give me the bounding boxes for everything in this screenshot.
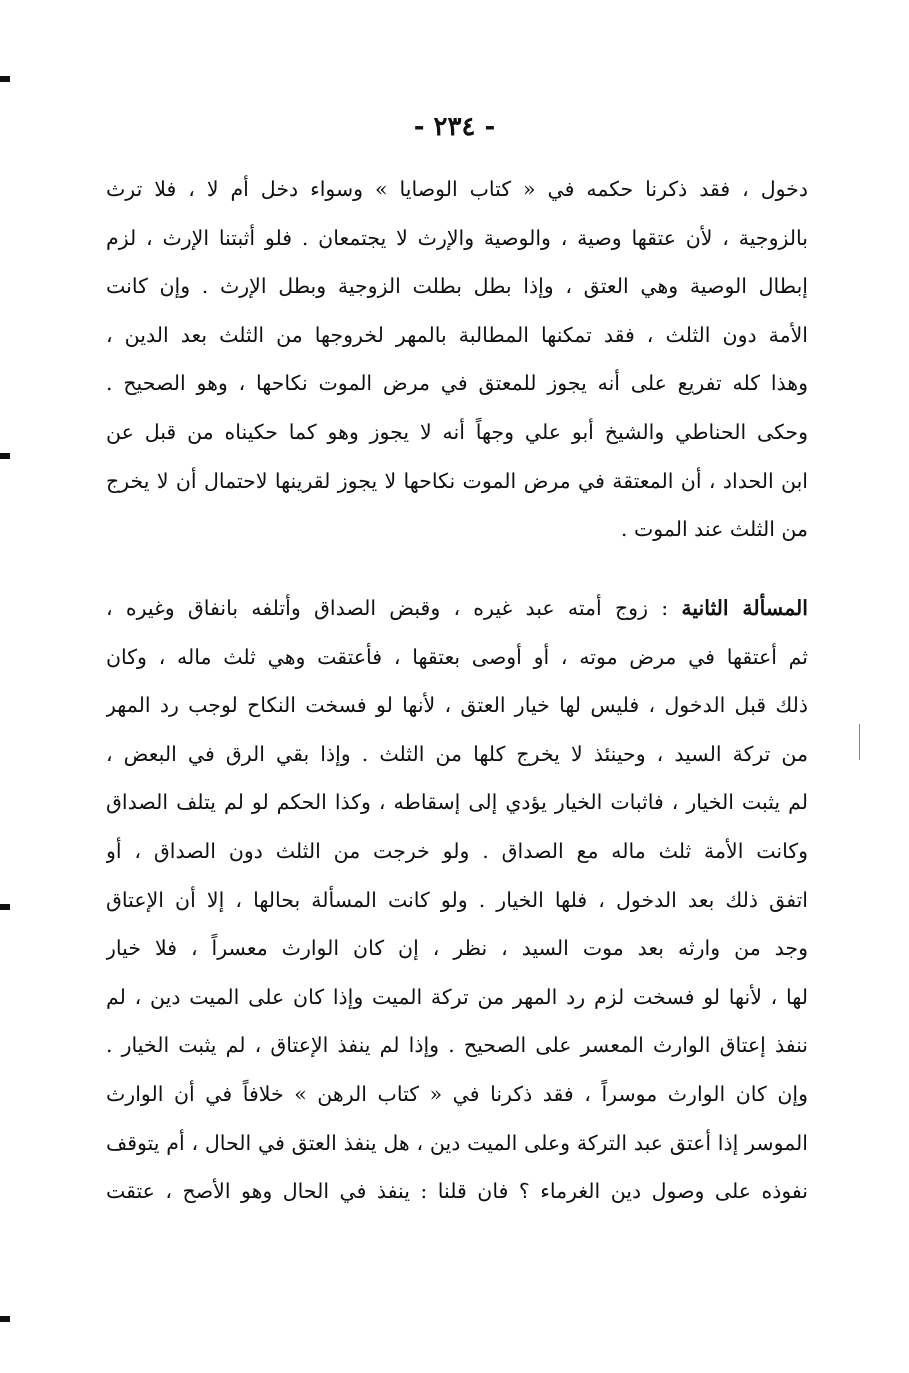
text-line: وجد من وارثه بعد موت السيد ، نظر ، إن كان الوارث معسراً ، فلا خيار	[106, 936, 808, 961]
text-line: إبطال الوصية وهي العتق ، وإذا بطل بطلت الزوجية وبطل الإرث . وإن كانت	[106, 274, 808, 299]
text-line: اتفق ذلك بعد الدخول ، فلها الخيار . ولو كانت المسألة بحالها ، إلا أن الإعتاق	[106, 887, 808, 912]
scan-edge-mark	[0, 453, 10, 459]
scan-artifact-line	[859, 724, 860, 760]
text-line: وهذا كله تفريع على أنه يجوز للمعتق في مرض الموت نكاحها ، وهو الصحيح .	[106, 371, 808, 396]
scan-edge-mark	[0, 1316, 10, 1322]
text-line: من تركة السيد ، وحينئذ لا يخرج كلها من الثلث . وإذا بقي الرق في البعض ،	[106, 741, 808, 766]
scan-edge-mark	[0, 76, 10, 82]
text-line: نفوذه على وصول دين الغرماء ؟ فان قلنا : ينفذ في الحال وهو الأصح ، عتقت	[106, 1179, 808, 1204]
text-line: من الثلث عند الموت .	[620, 517, 808, 542]
text-line: وإن كان الوارث موسراً ، فقد ذكرنا في « كتاب الرهن » خلافاً في أن الوارث	[106, 1081, 808, 1106]
text-line: ننفذ إعتاق الوارث المعسر على الصحيح . وإذا لم ينفذ الإعتاق ، لم يثبت الخيار .	[106, 1033, 808, 1058]
scan-edge-mark	[0, 904, 10, 910]
text-line	[106, 584, 808, 633]
text-line: لم يثبت الخيار ، فاثبات الخيار يؤدي إلى إسقاطه ، وكذا الحكم لو لم يتلف الصداق	[106, 790, 808, 815]
text-line: بالزوجية ، لأن عتقها وصية ، والوصية والإرث لا يجتمعان . فلو أثبتنا الإرث ، لزم	[106, 225, 808, 250]
text-line: وكانت الأمة ثلث ماله مع الصداق . ولو خرجت من الثلث دون الصداق ، أو	[106, 838, 808, 863]
text-line: ذلك قبل الدخول ، فليس لها خيار العتق ، لأنها لو فسخت النكاح لوجب رد المهر	[106, 693, 808, 718]
text-line: الأمة دون الثلث ، فقد تمكنها المطالبة بالمهر لخروجها من الثلث بعد الدين ،	[106, 322, 808, 347]
text-line: دخول ، فقد ذكرنا حكمه في « كتاب الوصايا » وسواء دخل أم لا ، فلا ترث	[106, 177, 808, 201]
text-line: ثم أعتقها في مرض موته ، أو أوصى بعتقها ، فأعتقت وهي ثلث ماله ، وكان	[106, 644, 808, 669]
text-run: : زوج أمته عبد غيره ، وقبض الصداق وأتلفه بانفاق وغيره ،	[106, 596, 682, 620]
section-heading: المسألة الثانية	[681, 596, 808, 620]
paragraph-2	[106, 584, 808, 1216]
page-number: - ٢٣٤ -	[413, 112, 496, 142]
text-line: الموسر إذا أعتق عبد التركة وعلى الميت دين ، هل ينفذ العتق في الحال ، أم يتوقف	[106, 1130, 808, 1155]
text-line: لها ، لأنها لو فسخت لزم رد المهر من تركة الميت وإذا كان على الميت دين ، لم	[106, 984, 808, 1009]
text-line: ابن الحداد ، أن المعتقة في مرض الموت نكاحها لا يجوز لقرينها لاحتمال أن لا يخرج	[106, 468, 808, 493]
paragraph-1	[106, 165, 808, 554]
text-line: وحكى الحناطي والشيخ أبو علي وجهاً أنه لا يجوز وهو كما حكيناه من قبل عن	[106, 419, 808, 444]
